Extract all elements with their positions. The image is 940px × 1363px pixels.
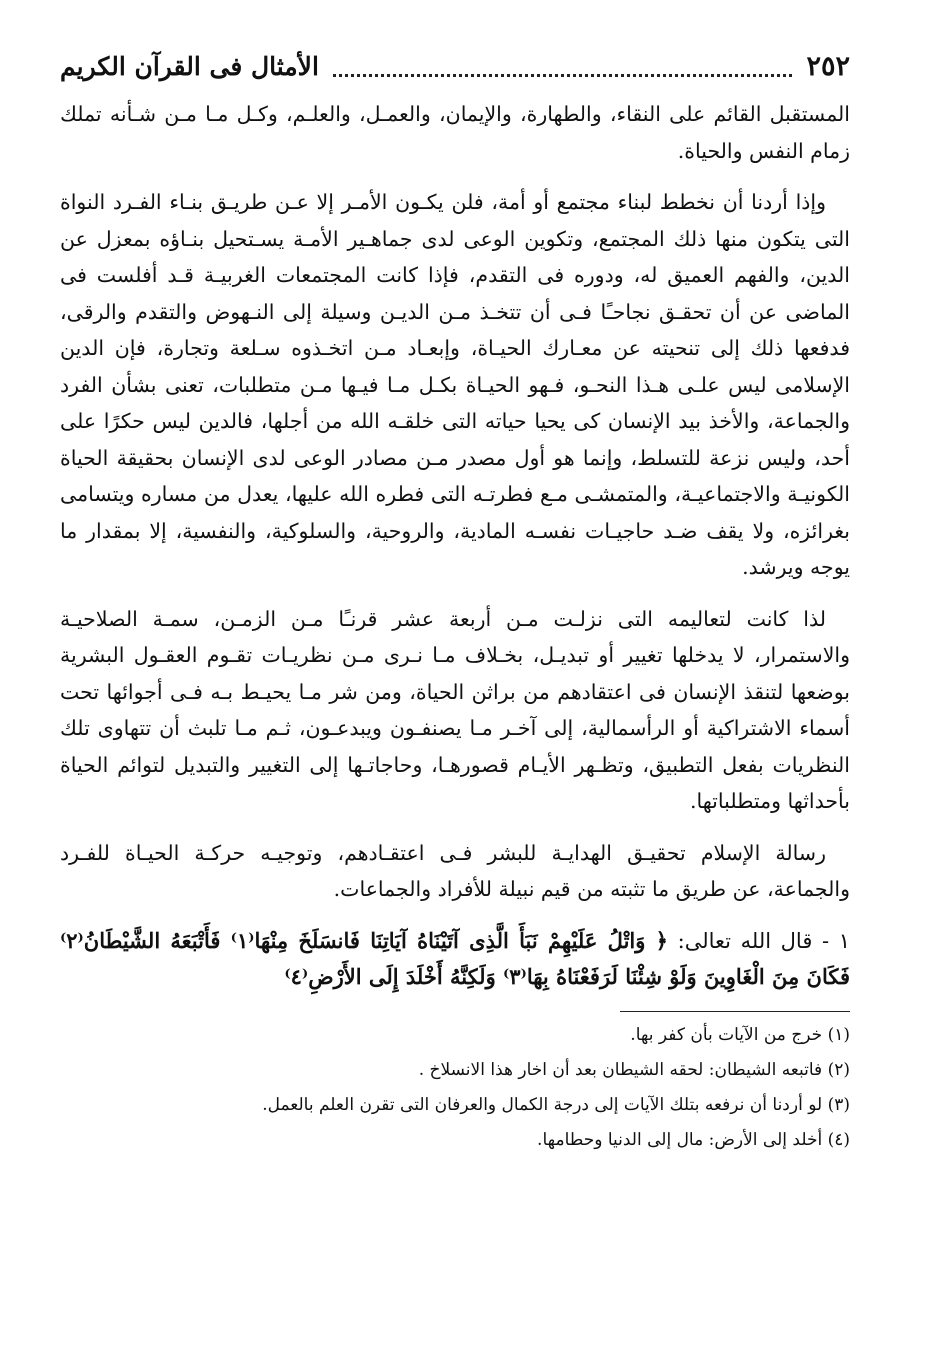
paragraph: رسالة الإسلام تحقيـق الهدايـة للبشر فـى اعتقـادهم، وتوجيـه حركـة الحيـاة للفـرد والجماعة، عن طريق ما تثبته من قيم نبيلة للأفراد والجماعات. — [60, 840, 850, 901]
page-header — [60, 40, 850, 92]
body-text — [60, 96, 850, 995]
footnotes — [60, 1018, 850, 1158]
paragraph: وإذا أردنا أن نخطط لبناء مجتمع أو أمة، فلن يكـون الأمـر إلا عـن طريـق بنـاء الفـرد النواة التى يتكون منها ذلك المجتمع، وتكوين الوعى لدى جماهـير الأمـة يسـتحيل بنـاؤه بمعزل عن الدين، والفهم العميق له، ودوره فى التقدم، فإذا كانت المجتمعات الغربيـة قـد أفلست فى الماضى عن أن تحقـق نجاحـًا فـى أن تتخـذ مـن الديـن وسيلة إلى النـهوض والتقدم والرقى، فدفعها ذلك إلى تنحيته عن معـارك الحيـاة، وإبعـاد مـن اتخـذوه سـلعة وتجارة، فإن الدين الإسلامى ليس علـى هـذا النحـو، فـهو الحيـاة بكـل مـا فيـها مـن متطلبات، تعنى بشأن الفرد والجماعة، والأخذ بيد الإنسان كى يحيا حياته التى خلقـه الله من أجلها، فالدين ليس حكرًا على أحد، وليس نزعة للتسلط، وإنما هو أول مصدر مـن مصادر الوعى لدى الإنسان بحقيقة الحياة الكونيـة والاجتماعيـة، والمتمشـى مـع فطرتـه التى فطره الله عليها، يعدل من مساره ويتسامى بغرائزه، ولا يقف ضـد حاجيـات نفسـه المادية، والروحية، والسلوكية، والنفسية، إلا بمقدار ما يوجه ويرشد. — [60, 190, 850, 579]
page-number: ٢٥٢ — [806, 50, 850, 82]
verse-text: ﴿ وَاتْلُ عَلَيْهِمْ نَبَأَ الَّذِى آتَيْنَاهُ آيَاتِنَا فَانسَلَخَ مِنْهَا⁽١⁾ فَأَتْبَعَهُ الشَّيْطَانُ⁽٢⁾ فَكَانَ مِنَ الْغَاوِينَ وَلَوْ شِئْنَا لَرَفَعْنَاهُ بِهَا⁽٣⁾ وَلَكِنَّهُ أَخْلَدَ إِلَى الأَرْضِ⁽٤⁾ — [60, 927, 850, 989]
footnote-separator — [620, 1011, 850, 1012]
footnote: (٤) أخلد إلى الأرض: مال إلى الدنيا وحطامها. — [537, 1129, 850, 1150]
header-dotted-leader — [333, 66, 793, 77]
paragraph: لذا كانت لتعاليمه التى نزلـت مـن أربعة عشر قرنـًا مـن الزمـن، سمـة الصلاحيـة والاستمرار، لا يدخلها تغيير أو تبديـل، بخـلاف مـا نـرى مـن نظريـات تقـوم العقـول البشرية بوضعها لتنقذ الإنسان فى اعتقادهم من براثن الحياة، ومن شر مـا يحيـط بـه فـى أجوائها تحت أسماء الاشتراكية أو الرأسمالية، إلى آخـر مـا يصنفـون ويبدعـون، ثـم مـا تلبث أن تتهاوى تلك النظريات بفعل التطبيق، وتظـهر الأيـام قصورهـا، وحاجاتـها إلى التغيير والتبديل لتوائم الحياة بأحداثها ومتطلباتها. — [60, 606, 850, 813]
paragraph: المستقبل القائم على النقاء، والطهارة، والإيمان، والعمـل، والعلـم، وكـل مـا مـن شـأنه تملك زمام النفس والحياة. — [60, 102, 850, 163]
book-title: الأمثال فى القرآن الكريم — [60, 51, 319, 81]
footnote: (١) خرج من الآيات بأن كفر بها. — [630, 1024, 850, 1045]
quran-verse — [60, 923, 850, 995]
footnote: (٢) فاتبعه الشيطان: لحقه الشيطان بعد أن اخار هذا الانسلاخ . — [418, 1059, 850, 1080]
footnote: (٣) لو أردنا أن نرفعه بتلك الآيات إلى درجة الكمال والعرفان التى تقرن العلم بالعمل. — [262, 1094, 850, 1115]
verse-lead: ١ - قال الله تعالى: — [677, 928, 851, 953]
book-page — [60, 40, 850, 1343]
